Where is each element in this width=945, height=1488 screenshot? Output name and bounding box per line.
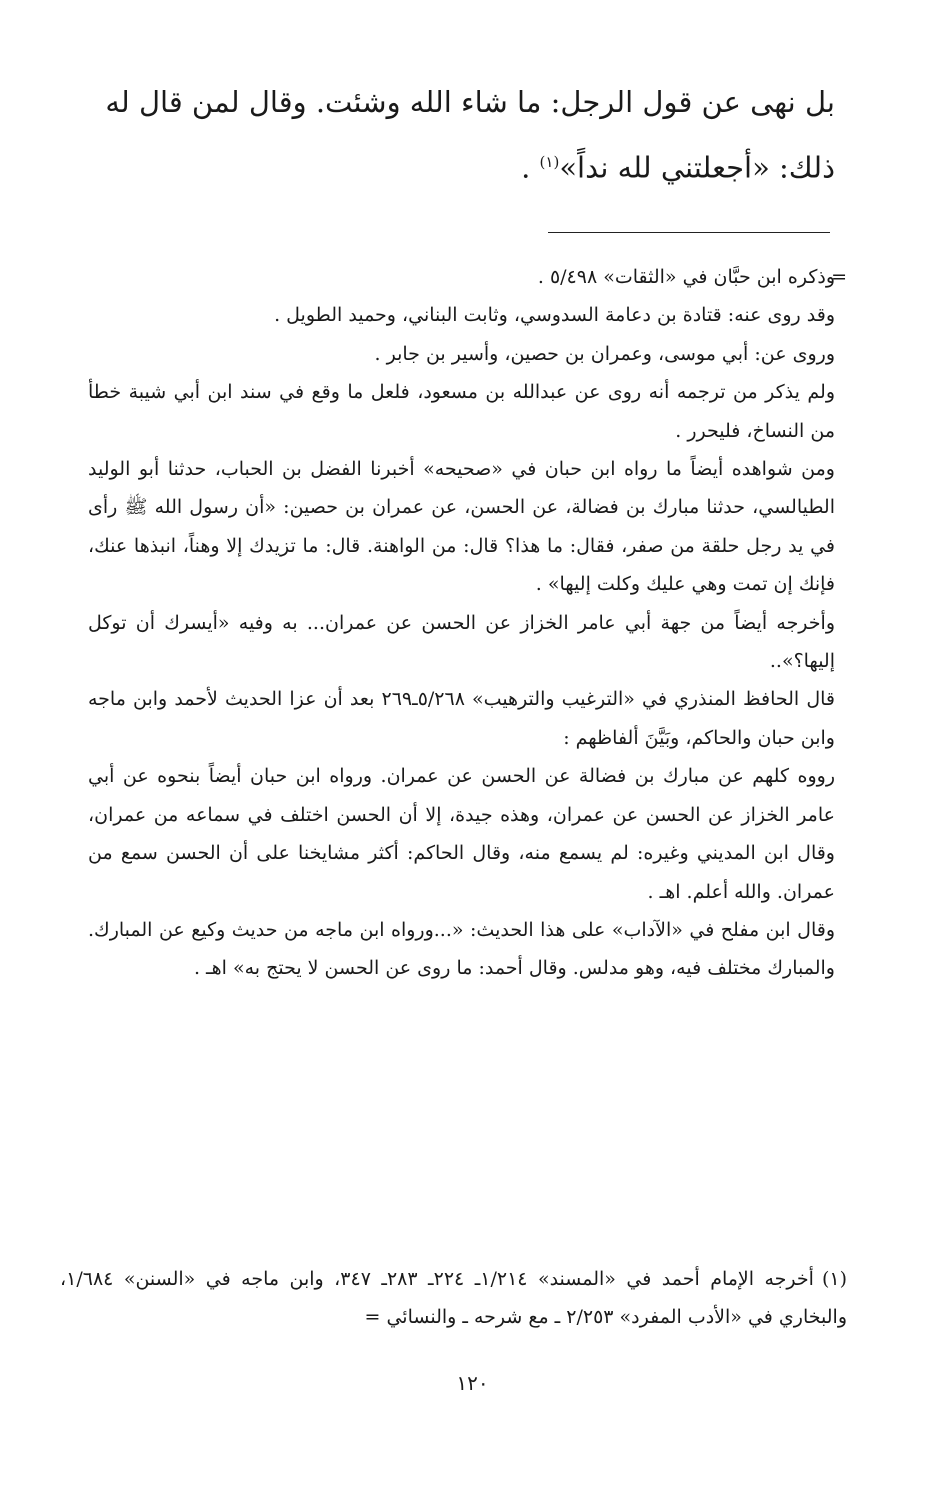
note-paragraph: ولم يذكر من ترجمه أنه روى عن عبدالله بن مسعود، فلعل ما وقع في سند ابن أبي شيبة خطأ من النساخ، فليحرر .: [88, 381, 835, 442]
footnote-separator: [548, 232, 830, 233]
note-paragraph: وروى عن: أبي موسى، وعمران بن حصين، وأسير بن جابر .: [374, 342, 835, 365]
continued-footnote: [88, 258, 835, 988]
main-text: [95, 72, 835, 198]
note-paragraph: وذكره ابن حبَّان في «الثقات» ٥/٤٩٨ .: [537, 266, 835, 288]
footnote-paragraph: [60, 1260, 847, 1336]
footnote-number: (١): [821, 1268, 847, 1290]
note-paragraph: وقال ابن مفلح في «الآداب» على هذا الحديث: «...ورواه ابن ماجه من حديث وكيع عن المبارك. والمبارك مختلف فيه، وهو مدلس. وقال أحمد: ما روى عن الحسن لا يحتج به» اهـ .: [88, 918, 835, 980]
note-paragraph: قال الحافظ المنذري في «الترغيب والترهيب» ٥/٢٦٨ـ٢٦٩ بعد أن عزا الحديث لأحمد وابن ماجه وابن حبان والحاكم، وبَيَّنَ ألفاظهم :: [88, 688, 835, 749]
main-text-line-2: [95, 132, 835, 198]
footnote-text: أخرجه الإمام أحمد في «المسند» ١/٢١٤ـ ٢٢٤ـ ٢٨٣ـ ٣٤٧، وابن ماجه في «السنن» ١/٦٨٤، والبخاري في «الأدب المفرد» ٢/٢٥٣ ـ مع شرحه ـ والنسائي =: [60, 1268, 847, 1328]
continuation-mark: =: [831, 266, 847, 288]
main-text-line-2-end: .: [521, 150, 540, 185]
page-number: ١٢٠: [456, 1371, 489, 1395]
note-paragraph: وأخرجه أيضاً من جهة أبي عامر الخزاز عن الحسن عن عمران... به وفيه «أيسرك أن توكل إليها؟»..: [88, 611, 835, 673]
note-paragraph: ومن شواهده أيضاً ما رواه ابن حبان في «صحيحه» أخبرنا الفضل بن الحباب، حدثنا أبو الوليد الطيالسي، حدثنا مبارك بن فضالة، عن الحسن، عن عمران بن حصين: «أن رسول الله ﷺ رأى في يد رجل حلقة من صفر، فقال: ما هذا؟ قال: من الواهنة. قال: ما تزيدك إلا وهناً، انبذها عنك، فإنك إن تمت وهي عليك وكلت إليها» .: [88, 458, 835, 596]
footnote-1: [60, 1260, 847, 1336]
main-text-quote: ذلك: «أجعلتني لله نداً»: [559, 150, 835, 185]
main-text-line-1: بل نهى عن قول الرجل: ما شاء الله وشئت. وقال لمن قال له: [105, 85, 835, 119]
note-paragraph: رووه كلهم عن مبارك بن فضالة عن الحسن عن عمران. ورواه ابن حبان أيضاً بنحوه عن أبي عامر الخزاز عن الحسن عن عمران، وهذه جيدة، إلا أن الحسن اختلف في سماعه من عمران، وقال ابن المديني وغيره: لم يسمع منه، وقال الحاكم: أكثر مشايخنا على أن الحسن سمع من عمران. والله أعلم. اهـ .: [88, 765, 835, 903]
note-paragraph: وقد روى عنه: قتادة بن دعامة السدوسي، وثابت البناني، وحميد الطويل .: [274, 304, 835, 327]
footnote-reference[interactable]: (١): [539, 153, 560, 171]
